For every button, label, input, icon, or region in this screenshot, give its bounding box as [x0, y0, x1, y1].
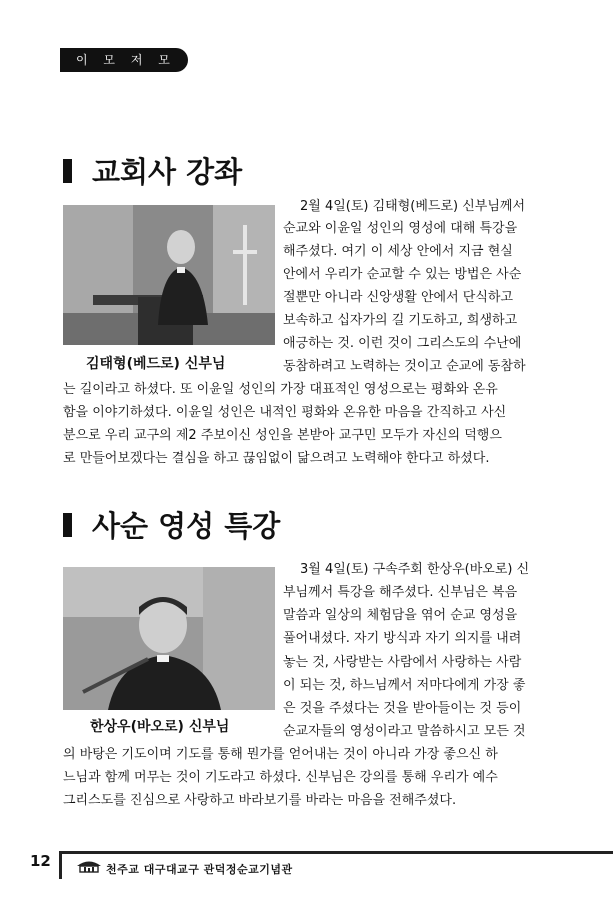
article1-line: 해주셨다. 여기 이 세상 안에서 지금 현실	[283, 244, 513, 259]
article1-line: 2월 4일(토) 김태형(베드로) 신부님께서	[300, 199, 526, 214]
page-number: 12	[30, 852, 51, 870]
article2-line: 은 것을 주셨다는 것을 받아들이는 것 등이	[283, 701, 522, 716]
article1-line: 동참하려고 노력하는 것이고 순교에 동참하	[283, 359, 526, 374]
article1-line: 로 만들어보겠다는 결심을 하고 끊임없이 닮으려고 노력해야 한다고 하셨다.	[63, 451, 490, 466]
article2-line: 의 바탕은 기도이며 기도를 통해 뭔가를 얻어내는 것이 아니라 가장 좋으신 하	[63, 747, 498, 762]
article2-title: 사순 영성 특강	[92, 509, 281, 543]
article1-line: 는 길이라고 하셨다. 또 이윤일 성인의 가장 대표적인 영성으로는 평화와 온유	[63, 382, 498, 397]
article2-line: 놓는 것, 사랑받는 사람에서 사랑하는 사람	[283, 655, 522, 670]
article1-photo	[63, 205, 275, 345]
article2-line: 순교자들의 영성이라고 말씀하시고 모든 것	[283, 724, 526, 739]
article1-title: 교회사 강좌	[92, 155, 243, 189]
section-tab: 이 모 저 모	[60, 48, 188, 72]
article2-line: 풀어내셨다. 자기 방식과 자기 의지를 내려	[283, 631, 522, 646]
article2-photo	[63, 567, 275, 710]
article1-line: 애긍하는 것. 이런 것이 그리스도의 수난에	[283, 336, 522, 351]
article1-photo-caption: 김태형(베드로) 신부님	[86, 356, 226, 372]
memorial-building-icon	[75, 857, 103, 877]
article1-line: 순교와 이윤일 성인의 영성에 대해 특강을	[283, 221, 518, 236]
article2-line: 이 되는 것, 하느님께서 저마다에게 가장 좋	[283, 678, 526, 693]
article1-line: 분으로 우리 교구의 제2 주보이신 성인을 본받아 교구민 모두가 자신의 덕행으	[63, 428, 502, 443]
article2-line: 그리스도를 진심으로 사랑하고 바라보기를 바라는 마음을 전해주셨다.	[63, 793, 457, 808]
article2-line: 3월 4일(토) 구속주회 한상우(바오로) 신	[300, 562, 530, 577]
article2-heading	[63, 504, 280, 545]
heading-bullet	[63, 159, 72, 183]
heading-bullet	[63, 513, 72, 537]
footer-rule	[60, 851, 613, 854]
article1-line: 안에서 우리가 순교할 수 있는 방법은 사순	[283, 267, 522, 282]
article2-photo-caption: 한상우(바오로) 신부님	[90, 719, 230, 735]
publication-name: 천주교 대구대교구 관덕정순교기념관	[106, 863, 293, 876]
footer-divider	[59, 851, 62, 879]
article2-line: 말씀과 일상의 체험담을 엮어 순교 영성을	[283, 608, 518, 623]
article1-line: 절뿐만 아니라 신앙생활 안에서 단식하고	[283, 290, 514, 305]
article1-heading	[63, 150, 242, 191]
article2-line: 느님과 함께 머무는 것이 기도라고 하셨다. 신부님은 강의를 통해 우리가 예수	[63, 770, 498, 785]
article1-line: 보속하고 십자가의 길 기도하고, 희생하고	[283, 313, 518, 328]
article1-line: 함을 이야기하셨다. 이윤일 성인은 내적인 평화와 온유한 마음을 간직하고 사신	[63, 405, 507, 420]
article2-line: 부님께서 특강을 해주셨다. 신부님은 복음	[283, 585, 518, 600]
